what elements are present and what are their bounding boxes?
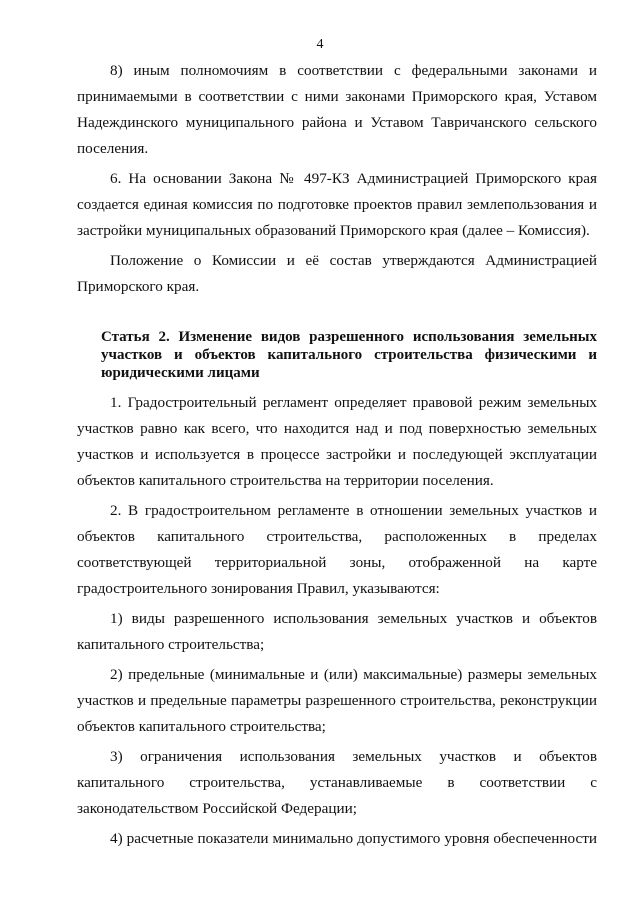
- article-heading: Статья 2. Изменение видов разрешенного использования земельных участков и объектов капитального строительства физическими и юридическими лицами: [101, 329, 597, 381]
- paragraph-item-8: 8) иным полномочиям в соответствии с федеральными законами и принимаемыми в соответствии с ними законами Приморского края, Уставом Надеждинского муниципального района и Уставом Тавричанского сельского поселения.: [77, 62, 597, 157]
- page-number: 4: [316, 37, 324, 52]
- paragraph-clause-1: 1. Градостроительный регламент определяет правовой режим земельных участков равно как всего, что находится над и под поверхностью земельных участков и используется в процессе застройки и последующей эксплуатации объектов капитального строительства на территории поселения.: [77, 394, 597, 489]
- paragraph-clause-6: 6. На основании Закона № 497-КЗ Администрацией Приморского края создается единая комиссия по подготовке проектов правил землепользования и застройки муниципальных образований Приморского края (далее – Комиссия).: [77, 170, 597, 239]
- paragraph-subitem-3: 3) ограничения использования земельных участков и объектов капитального строительства, устанавливаемые в соответствии с законодательством Российской Федерации;: [77, 748, 597, 817]
- paragraph-subitem-1: 1) виды разрешенного использования земельных участков и объектов капитального строительства;: [77, 610, 597, 653]
- document-body: [77, 58, 597, 852]
- paragraph-subitem-4: 4) расчетные показатели минимально допустимого уровня обеспеченности: [110, 830, 597, 847]
- paragraph-subitem-2: 2) предельные (минимальные и (или) максимальные) размеры земельных участков и предельные параметры разрешенного строительства, реконструкции объектов капитального строительства;: [77, 666, 597, 735]
- paragraph-clause-2: 2. В градостроительном регламенте в отношении земельных участков и объектов капитального строительства, расположенных в пределах соответствующей территориальной зоны, отображенной на карте градостроительного зонирования Правил, указываются:: [77, 502, 597, 597]
- paragraph-commission-regulation: Положение о Комиссии и её состав утверждаются Администрацией Приморского края.: [77, 252, 597, 295]
